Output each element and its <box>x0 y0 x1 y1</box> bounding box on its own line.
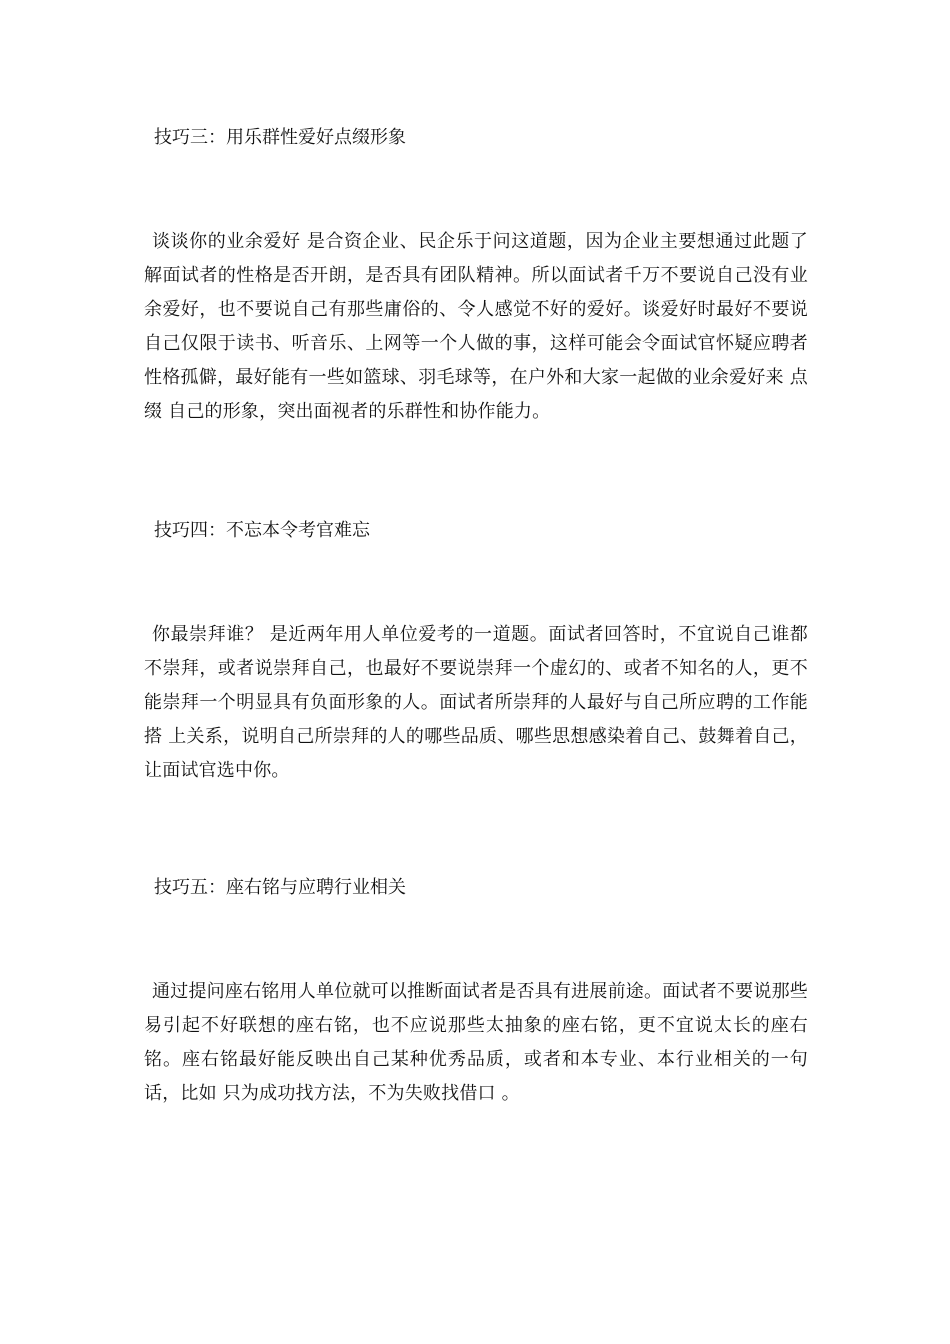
section-heading-4: 技巧四：不忘本令考官难忘 <box>154 520 370 541</box>
section-body-4: 你最崇拜谁？ 是近两年用人单位爱考的一道题。面试者回答时，不宜说自己谁都不崇拜，或者说崇拜自己，也最好不要说崇拜一个虚幻的、或者不知名的人，更不能崇拜一个明显具有负面形象的人。面试者所崇拜的人最好与自己所应聘的工作能 搭 上关系，说明自己所崇拜的人的哪些品质、哪些思想感染着自己、鼓舞着自己，让面试官选中你。 <box>144 624 808 781</box>
section-body-3: 谈谈你的业余爱好 是合资企业、民企乐于问这道题，因为企业主要想通过此题了解面试者的性格是否开朗，是否具有团队精神。所以面试者千万不要说自己没有业余爱好，也不要说自己有那些庸俗的、令人感觉不好的爱好。谈爱好时最好不要说自己仅限于读书、听音乐、上网等一个人做的事，这样可能会令面试官怀疑应聘者性格孤僻，最好能有一些如篮球、羽毛球等，在户外和大家一起做的业余爱好来 点缀 自己的形象，突出面视者的乐群性和协作能力。 <box>144 231 808 422</box>
section-heading-5: 技巧五：座右铭与应聘行业相关 <box>154 877 406 898</box>
section-body-5: 通过提问座右铭用人单位就可以推断面试者是否具有进展前途。面试者不要说那些易引起不好联想的座右铭，也不应说那些太抽象的座右铭，更不宜说太长的座右铭。座右铭最好能反映出自己某种优秀品质，或者和本专业、本行业相关的一句话，比如 只为成功找方法，不为失败找借口 。 <box>144 981 808 1104</box>
section-heading-3: 技巧三：用乐群性爱好点缀形象 <box>154 127 406 148</box>
